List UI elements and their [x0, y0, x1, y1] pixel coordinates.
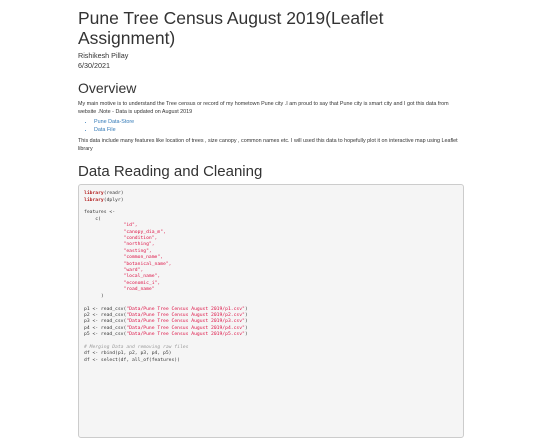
list-item	[94, 127, 464, 135]
data-reading-heading: Data Reading and Cleaning	[78, 163, 263, 181]
code-string: "Data/Pune Tree Census August 2019/p3.csv"	[126, 319, 245, 325]
list-item	[94, 119, 464, 127]
overview-intro: My main motive is to understand the Tree census or record of my hometown Pune city .I am proud to say that Pune city is smart city and I got this data from website .Note - Data is updated on August 2019	[78, 101, 449, 115]
code-string: "id",	[123, 223, 138, 229]
code-line: p5 <- read_csv("Data/Pune Tree Census August 2019/p5.csv")	[84, 332, 248, 338]
data-file-link[interactable]: Data File	[94, 126, 116, 133]
code-comment: # Merging Data and removing raw files	[84, 344, 189, 350]
code-string: "road_name"	[123, 287, 155, 293]
code-string: "local_name",	[123, 274, 161, 280]
code-string: "economic_i",	[123, 280, 161, 286]
code-string: "Data/Pune Tree Census August 2019/p4.csv"	[126, 325, 245, 331]
code-line	[84, 191, 124, 196]
code-line: df <- rbind(p1, p2, p3, p4, p5)	[84, 351, 172, 357]
code-line: p1 <- read_csv("Data/Pune Tree Census August 2019/p1.csv")	[84, 306, 248, 312]
code-line: p2 <- read_csv("Data/Pune Tree Census August 2019/p2.csv")	[84, 312, 248, 318]
page-title: Pune Tree Census August 2019(Leaflet Assignment)	[78, 8, 384, 48]
code-line: c(	[84, 216, 101, 222]
keyword: library	[84, 197, 104, 203]
code-line: p3 <- read_csv("Data/Pune Tree Census August 2019/p3.csv")	[84, 319, 248, 325]
code-block[interactable]	[78, 184, 464, 438]
code-string: "ward",	[123, 268, 144, 274]
code-string: "Data/Pune Tree Census August 2019/p1.csv"	[126, 306, 245, 312]
overview-heading: Overview	[78, 80, 137, 96]
code-line: df <- select(df, all_of(features))	[84, 357, 180, 363]
code-line: features <-	[84, 210, 116, 216]
source-links-list	[78, 119, 464, 134]
code-string: "canopy_dia_m",	[123, 229, 166, 235]
code-string: "common_name",	[123, 255, 164, 261]
code-string: "Data/Pune Tree Census August 2019/p5.csv"	[126, 332, 245, 338]
code-line	[84, 198, 124, 203]
code-line: p4 <- read_csv("Data/Pune Tree Census August 2019/p4.csv")	[84, 325, 248, 331]
code-text: (readr)	[103, 191, 124, 197]
code-text: (dplyr)	[103, 197, 124, 203]
code-string: "condition",	[123, 236, 158, 242]
code-string: "easting",	[123, 248, 152, 254]
code-line: )	[84, 293, 104, 299]
overview-description: This data include many features like location of trees , size canopy , common names etc. I will used this data to hopefully plot it on interactive map using Leaflet library	[78, 138, 458, 153]
code-string: "Data/Pune Tree Census August 2019/p2.csv"	[126, 312, 245, 318]
author: Rishikesh Pillay	[78, 51, 129, 60]
pune-data-store-link[interactable]: Pune Data-Store	[94, 119, 135, 125]
code-string: "northing",	[123, 242, 155, 248]
document-body	[78, 0, 464, 438]
publish-date: 6/30/2021	[78, 61, 110, 70]
keyword: library	[84, 191, 104, 197]
code-string: "botanical_name",	[123, 261, 172, 267]
